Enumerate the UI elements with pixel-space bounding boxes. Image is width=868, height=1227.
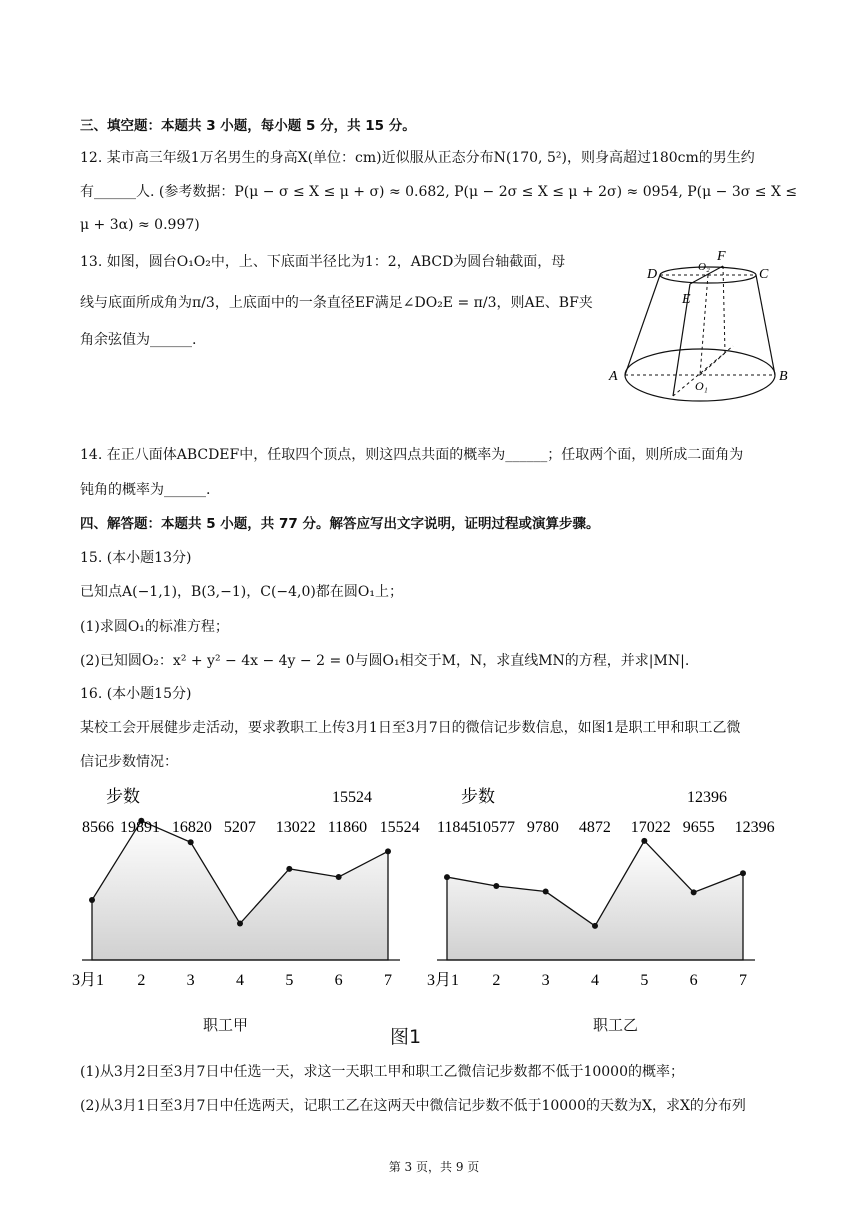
jia-value-label: 15524 [379,819,420,836]
yi-tick-label: 2 [492,972,501,989]
yi-tick-label: 5 [640,972,649,989]
jia-value-label: 19891 [119,819,160,836]
yi-value-label: 10577 [474,819,515,836]
yi-area [447,841,743,960]
jia-point [89,897,95,903]
yi-tick-label: 6 [689,972,698,989]
jia-area [92,821,388,960]
jia-tick-label: 3 [186,972,195,989]
figure-caption: 图1 [390,1026,422,1048]
jia-value-label: 13022 [275,819,316,836]
q15-part-2: (2)已知圆O₂：x² + y² − 4x − 4y − 2 = 0与圆O₁相交于M，N，求直线MN的方程，并求|MN|. [80,653,690,669]
yi-value-label: 17022 [630,819,671,836]
jia-point [188,839,194,845]
q14-line-2: 钝角的概率为______. [80,482,211,498]
q16-line-1: 某校工会开展健步走活动，要求教职工上传3月1日至3月7日的微信记步数信息，如图1是职工甲和职工乙微 [80,720,741,736]
yi-point [691,889,697,895]
jia-point [336,874,342,880]
q16-line-2: 信记步数情况： [80,754,178,770]
jia-tick-label: 6 [334,972,343,989]
yi-point [444,874,450,880]
jia-point [286,866,292,872]
q13-line-3: 角余弦值为______. [80,332,197,348]
jia-tick-label: 5 [285,972,294,989]
label-A: A [609,369,618,384]
chart-staff-jia [71,780,420,995]
jia-value-label: 8566 [82,819,114,836]
section-3-heading: 三、填空题：本题共 3 小题，每小题 5 分，共 15 分。 [80,118,416,134]
jia-tick-label: 7 [384,972,392,989]
section-4-heading: 四、解答题：本题共 5 小题，共 77 分。解答应写出文字说明，证明过程或演算步骤。 [80,516,600,532]
yi-point [543,889,549,895]
yi-value-label: 9655 [682,819,715,836]
q12-line-1: 12. 某市高三年级1万名男生的身高X(单位：cm)近似服从正态分布N(170, 5²)，则身高超过180cm的男生约 [80,150,755,166]
label-E: E [682,292,691,307]
chart-staff-yi [426,780,775,995]
jia-value-label: 16820 [171,819,212,836]
jia-tick-label: 2 [137,972,146,989]
q14-line-1: 14. 在正八面体ABCDEF中，任取四个顶点，则这四点共面的概率为______；任取两个面，则所成二面角为 [80,447,744,463]
jia-point [385,848,391,854]
yi-point [740,870,746,876]
q15-line-1: 已知点A(−1,1)，B(3,−1)，C(−4,0)都在圆O₁上； [80,584,403,600]
q13-line-2: 线与底面所成角为π/3，上底面中的一条直径EF满足∠DO₂E = π/3，则AE、BF夹 [80,295,593,311]
label-O1: O₁ [695,379,708,393]
q12-line-3: μ + 3α) ≈ 0.997) [80,217,200,233]
jia-point [237,921,243,927]
q15-title: 15. (本小题13分) [80,550,192,566]
chart-jia-title: 职工甲 [203,1016,249,1034]
yi-top-right-label: 12396 [687,789,727,806]
yi-value-label: 12396 [734,819,775,836]
jia-ylabel: 步数 [106,787,140,806]
jia-top-right-label: 15524 [332,789,372,806]
yi-point [641,838,647,844]
q12-line-2: 有______人. (参考数据：P(μ − σ ≤ X ≤ μ + σ) ≈ 0.682, P(μ − 2σ ≤ X ≤ μ + 2σ) ≈ 0954, P(μ − 3σ ≤ X ≤ [80,184,798,200]
label-O2: O₂ [698,261,710,273]
yi-tick-label: 4 [591,972,599,989]
frustum-figure [605,248,805,408]
q15-part-1: (1)求圆O₁的标准方程； [80,619,229,635]
jia-tick-label: 3月1 [71,972,105,989]
q16-part-1: (1)从3月2日至3月7日中任选一天，求这一天职工甲和职工乙微信记步数都不低于10000的概率； [80,1064,684,1080]
yi-point [493,883,499,889]
q16-part-2: (2)从3月1日至3月7日中任选两天，记职工乙在这两天中微信记步数不低于10000的天数为X，求X的分布列 [80,1098,746,1114]
chart-yi-title: 职工乙 [593,1016,639,1034]
label-C: C [759,267,769,282]
yi-tick-label: 7 [739,972,747,989]
q16-title: 16. (本小题15分) [80,686,192,702]
jia-value-label: 5207 [223,819,256,836]
yi-value-label: 9780 [526,819,559,836]
label-B: B [779,369,788,384]
yi-ylabel: 步数 [461,787,495,806]
yi-tick-label: 3 [541,972,550,989]
q13-line-1: 13. 如图，圆台O₁O₂中，上、下底面半径比为1：2，ABCD为圆台轴截面，母 [80,254,566,270]
yi-value-label: 11845 [437,819,477,836]
page-footer: 第 3 页，共 9 页 [388,1160,480,1174]
yi-tick-label: 3月1 [426,972,460,989]
jia-tick-label: 4 [236,972,244,989]
yi-point [592,923,598,929]
jia-value-label: 11860 [327,819,368,836]
label-F: F [717,249,726,264]
label-D: D [647,267,658,282]
yi-value-label: 4872 [578,819,611,836]
